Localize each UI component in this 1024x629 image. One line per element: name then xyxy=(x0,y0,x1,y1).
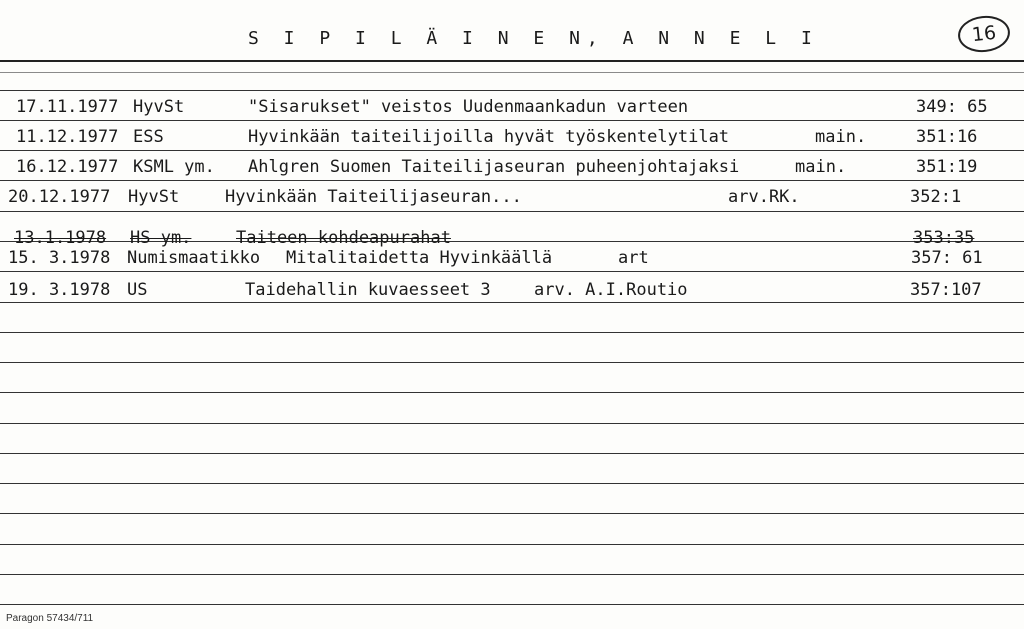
entry-ref: 357:107 xyxy=(910,280,982,300)
ruled-line xyxy=(0,72,1024,73)
ruled-line xyxy=(0,180,1024,181)
entry-note: arv.RK. xyxy=(728,187,800,207)
ruled-line xyxy=(0,211,1024,212)
entry-ref: 349: 65 xyxy=(916,97,988,117)
entry-ref: 352:1 xyxy=(910,187,962,207)
entry-source: ESS xyxy=(133,127,164,147)
entry-ref: 357: 61 xyxy=(911,248,983,268)
ruled-line xyxy=(0,302,1024,303)
entry-date: 11.12.1977 xyxy=(16,127,119,147)
ruled-line xyxy=(0,332,1024,333)
ruled-line xyxy=(0,574,1024,575)
entry-date: 15. 3.1978 xyxy=(8,248,111,268)
entry-source: HyvSt xyxy=(128,187,180,207)
entry-source: Numismaatikko xyxy=(127,248,261,268)
ruled-line xyxy=(0,392,1024,393)
entry-date: 16.12.1977 xyxy=(16,157,119,177)
entry-date: 13.1.1978 xyxy=(14,228,107,248)
header-rule xyxy=(0,60,1024,62)
entry-date: 17.11.1977 xyxy=(16,97,119,117)
entry-title: Hyvinkään taiteilijoilla hyvät työskentelytilat xyxy=(248,127,730,147)
entry-source: HS ym. xyxy=(130,228,192,248)
ruled-line xyxy=(0,362,1024,363)
entry-source: US xyxy=(127,280,148,300)
entry-note: art xyxy=(618,248,649,268)
ruled-line xyxy=(0,544,1024,545)
ruled-line xyxy=(0,513,1024,514)
entry-date: 20.12.1977 xyxy=(8,187,111,207)
entry-ref: 353:35 xyxy=(913,228,975,248)
entry-title: "Sisarukset" veistos Uudenmaankadun varteen xyxy=(248,97,689,117)
entry-note: main. xyxy=(815,127,867,147)
entry-date: 19. 3.1978 xyxy=(8,280,111,300)
entry-source: HyvSt xyxy=(133,97,185,117)
entry-note: main. xyxy=(795,157,847,177)
entry-source: KSML ym. xyxy=(133,157,215,177)
ruled-line xyxy=(0,483,1024,484)
entry-note: arv. A.I.Routio xyxy=(534,280,688,300)
entry-ref: 351:19 xyxy=(916,157,978,177)
entry-title: Taiteen kohdeapurahat xyxy=(236,228,451,248)
ruled-line xyxy=(0,453,1024,454)
entry-title: Hyvinkään Taiteilijaseuran... xyxy=(225,187,522,207)
card-heading-name: S I P I L Ä I N E N, A N N E L I xyxy=(248,28,819,49)
card-footer-imprint: Paragon 57434/711 xyxy=(6,613,94,624)
entry-title: Ahlgren Suomen Taiteilijaseuran puheenjohtajaksi xyxy=(248,157,740,177)
ruled-line xyxy=(0,150,1024,151)
ruled-line xyxy=(0,423,1024,424)
ruled-line xyxy=(0,120,1024,121)
entry-ref: 351:16 xyxy=(916,127,978,147)
entry-title: Mitalitaidetta Hyvinkäällä xyxy=(286,248,553,268)
ruled-line xyxy=(0,271,1024,272)
entry-title: Taidehallin kuvaesseet 3 xyxy=(245,280,491,300)
card-number-circled: 16 xyxy=(956,13,1011,54)
ruled-line xyxy=(0,90,1024,91)
ruled-line xyxy=(0,604,1024,605)
